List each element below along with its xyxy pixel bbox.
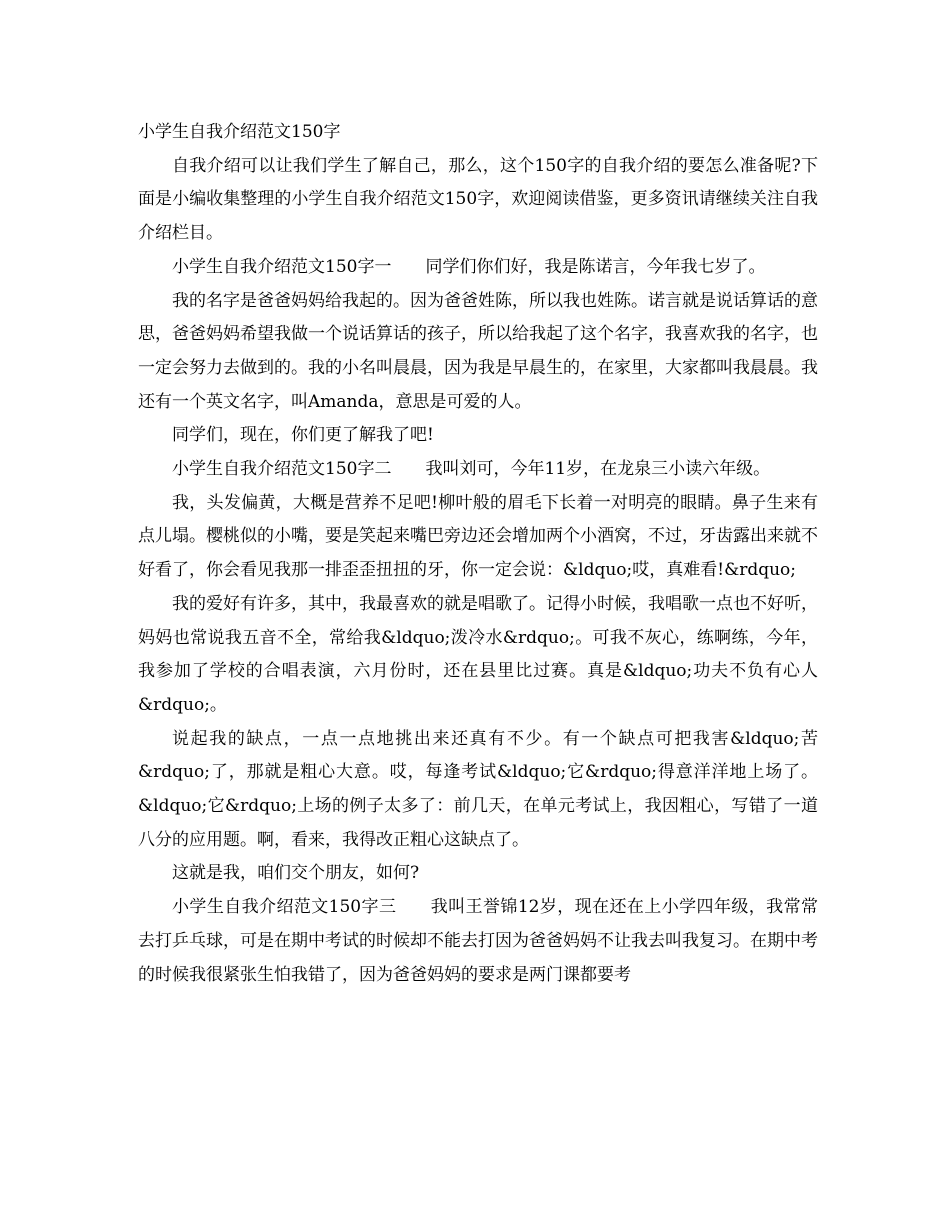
- section-heading-three: 小学生自我介绍范文150字三: [172, 897, 397, 918]
- section-text-two: 我叫刘可，今年11岁，在龙泉三小读六年级。: [425, 459, 771, 480]
- section-heading-two: 小学生自我介绍范文150字二: [172, 459, 392, 480]
- paragraph-shortcomings: 说起我的缺点，一点一点地挑出来还真有不少。有一个缺点可把我害&ldquo;苦&rdquo;了，那就是粗心大意。哎，每逢考试&ldquo;它&rdquo;得意洋洋地上场了。&ldquo;它&rdquo;上场的例子太多了：前几天，在单元考试上，我因粗心，写错了一道八分的应用题。啊，看来，我得改正粗心这缺点了。: [138, 728, 818, 850]
- section-heading-one: 小学生自我介绍范文150字一: [172, 256, 392, 277]
- paragraph-intro: 自我介绍可以让我们学生了解自己，那么，这个150字的自我介绍的要怎么准备呢?下面是小编收集整理的小学生自我介绍范文150字，欢迎阅读借鉴，更多资讯请继续关注自我介绍栏目。: [138, 155, 818, 244]
- paragraph-name-origin: 我的名字是爸爸妈妈给我起的。因为爸爸姓陈，所以我也姓陈。诺言就是说话算话的意思，爸爸妈妈希望我做一个说话算话的孩子，所以给我起了这个名字，我喜欢我的名字，也一定会努力去做到的。我的小名叫晨晨，因为我是早晨生的，在家里，大家都叫我晨晨。我还有一个英文名字，叫Amanda，意思是可爱的人。: [138, 290, 818, 412]
- document-title: 小学生自我介绍范文150字: [138, 122, 341, 142]
- paragraph-sample-two-heading: [138, 453, 818, 487]
- paragraph-appearance: 我，头发偏黄，大概是营养不足吧!柳叶般的眉毛下长着一对明亮的眼睛。鼻子生来有点儿塌。樱桃似的小嘴，要是笑起来嘴巴旁边还会增加两个小酒窝，不过，牙齿露出来就不好看了，你会看见我那一排歪歪扭扭的牙，你一定会说：&ldquo;哎，真难看!&rdquo;: [138, 492, 818, 581]
- document-page: [138, 116, 818, 992]
- paragraph-closing-two: 这就是我，咱们交个朋友，如何?: [172, 863, 420, 884]
- paragraph-sample-three-heading: [138, 891, 818, 992]
- section-text-one: 同学们你们好，我是陈诺言，今年我七岁了。: [425, 256, 766, 277]
- paragraph-hobbies: 我的爱好有许多，其中，我最喜欢的就是唱歌了。记得小时候，我唱歌一点也不好听，妈妈也常说我五音不全，常给我&ldquo;泼冷水&rdquo;。可我不灰心，练啊练，今年，我参加了学校的合唱表演，六月份时，还在县里比过赛。真是&ldquo;功夫不负有心人&rdquo;。: [138, 593, 818, 715]
- paragraph-sample-one-heading: [138, 251, 818, 285]
- section-text-three: 我叫王誉锦12岁，现在还在上小学四年级，我常常去打乒乓球，可是在期中考试的时候却不能去打因为爸爸妈妈不让我去叫我复习。在期中考的时候我很紧张生怕我错了，因为爸爸妈妈的要求是两门课都要考: [138, 897, 818, 985]
- paragraph-closing-one: 同学们，现在，你们更了解我了吧!: [172, 425, 434, 446]
